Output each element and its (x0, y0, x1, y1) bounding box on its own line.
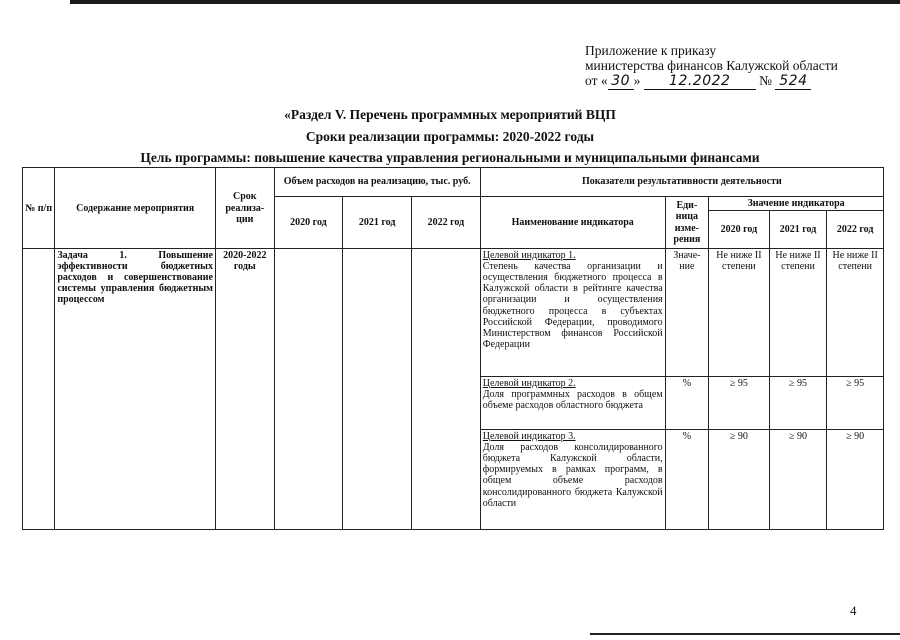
header-spending: Объем расходов на реализацию, тыс. руб. (274, 168, 480, 197)
program-term-title: Сроки реализации программы: 2020-2022 годы (305, 129, 595, 144)
scan-edge-top (70, 0, 900, 4)
indicator-1-cell (480, 249, 665, 377)
header-performance: Показатели результативности деятельности (480, 168, 883, 197)
indicator-1-value-2022: Не ниже II степени (827, 249, 884, 377)
measures-table (22, 167, 884, 530)
indicator-3-title: Целевой индикатор 3. (482, 431, 576, 443)
header-indicator-name: Наименование индикатора (480, 197, 665, 249)
section-title: «Раздел V. Перечень программных мероприятий ВЦП (284, 107, 616, 122)
indicator-1-value-2020: Не ниже II степени (709, 249, 770, 377)
appendix-line-2: министерства финансов Калужской области (585, 58, 838, 73)
spending-2022-cell (412, 249, 481, 530)
header-term: Срок реализа-ции (215, 168, 274, 249)
indicator-1-text: Степень качества организации и осуществления бюджетного процесса в Калужской области в рейтинге качества организации и осуществления бюджетного процесса в субъектах Российской Федерации, проводимого Министерством финансов Российской Федерации (482, 261, 663, 350)
indicator-2-title: Целевой индикатор 2. (482, 378, 576, 390)
appendix-num-sign: № (759, 73, 772, 88)
header-indicator-value: Значение индикатора (709, 197, 884, 211)
spending-2021-cell (343, 249, 412, 530)
header-value-2021: 2021 год (769, 211, 827, 249)
indicator-2-value-2021: ≥ 95 (769, 377, 827, 430)
header-num: № п/п (23, 168, 55, 249)
indicator-2-text: Доля программных расходов в общем объеме расходов областного бюджета (482, 389, 663, 412)
indicator-1-title: Целевой индикатор 1. (482, 250, 576, 262)
header-value-2020: 2020 год (709, 211, 770, 249)
appendix-month-year: 12.2022 (644, 74, 756, 90)
indicator-3-value-2020: ≥ 90 (709, 430, 770, 530)
spending-2020-cell (274, 249, 343, 530)
appendix-line-1: Приложение к приказу (585, 43, 717, 58)
appendix-note (585, 43, 838, 90)
header-value-2022: 2022 год (827, 211, 884, 249)
header-content: Содержание мероприятия (55, 168, 216, 249)
indicator-2-value-2020: ≥ 95 (709, 377, 770, 430)
indicator-2-cell (480, 377, 665, 430)
appendix-number: 524 (775, 74, 811, 90)
task-term-cell: 2020-2022 годы (215, 249, 274, 530)
appendix-day: 30 (608, 74, 634, 90)
indicator-3-value-2022: ≥ 90 (827, 430, 884, 530)
indicator-3-cell (480, 430, 665, 530)
header-2020: 2020 год (274, 197, 343, 249)
scan-edge-bottom (590, 633, 900, 635)
row-num-cell (23, 249, 55, 530)
page-number: 4 (850, 603, 857, 618)
table-row (23, 249, 884, 377)
appendix-line-3 (585, 73, 838, 90)
indicator-1-unit: Значе-ние (665, 249, 708, 377)
indicator-3-text: Доля расходов консолидированного бюджета Калужской области, формируемых в рамках программ, в общем объеме расходов консолидированного бюджета Калужской области (482, 442, 663, 509)
header-2022: 2022 год (412, 197, 481, 249)
appendix-quote: » (633, 73, 641, 88)
indicator-2-unit: % (665, 377, 708, 430)
indicator-3-unit: % (665, 430, 708, 530)
header-2021: 2021 год (343, 197, 412, 249)
appendix-from: от « (585, 73, 608, 88)
task-cell: Задача 1. Повышение эффективности бюджетных расходов и совершенствование системы управления бюджетным процессом (55, 249, 216, 530)
indicator-2-value-2022: ≥ 95 (827, 377, 884, 430)
program-goal-title: Цель программы: повышение качества управления региональными и муниципальными финансами (140, 150, 760, 165)
header-unit: Еди-ница изме-рения (665, 197, 708, 249)
indicator-3-value-2021: ≥ 90 (769, 430, 827, 530)
indicator-1-value-2021: Не ниже II степени (769, 249, 827, 377)
